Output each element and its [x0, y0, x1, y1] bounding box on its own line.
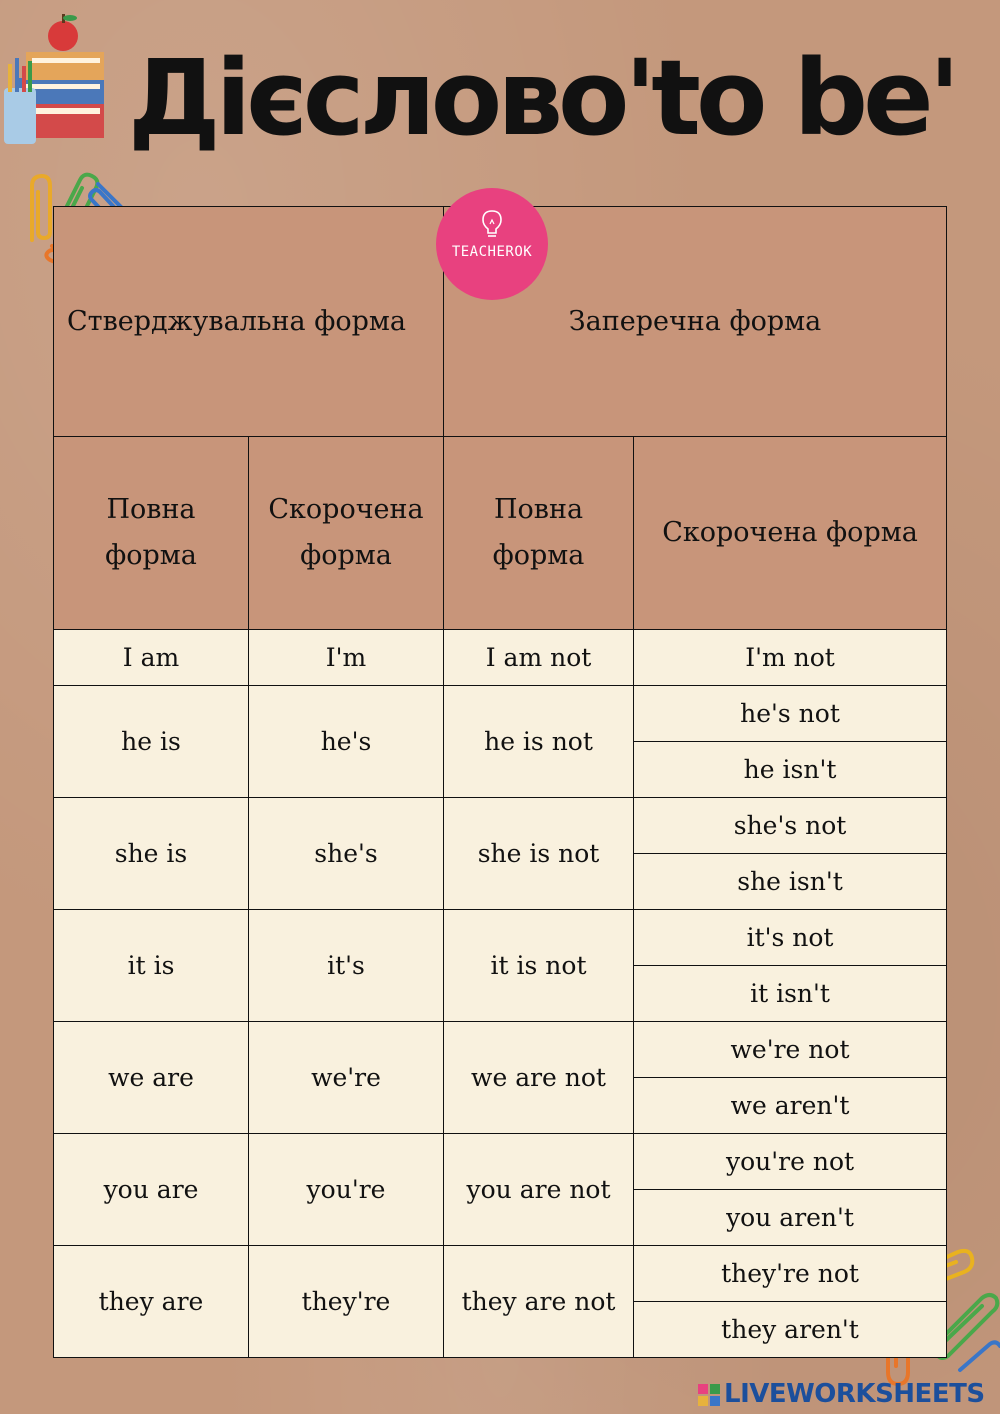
neg-short-form-cell: it isn't: [634, 966, 947, 1022]
neg-full-form-cell: I am not: [444, 630, 634, 686]
short-form-cell: she's: [249, 798, 444, 910]
neg-full-form-cell: it is not: [444, 910, 634, 1022]
short-form-cell: it's: [249, 910, 444, 1022]
books-illustration: [0, 6, 110, 146]
short-form-cell: they're: [249, 1246, 444, 1358]
negative-header: Заперечна форма: [444, 207, 947, 437]
full-form-cell: he is: [54, 686, 249, 798]
short-form-cell: you're: [249, 1134, 444, 1246]
table-row: [54, 1022, 947, 1078]
neg-short-form-cell: we're not: [634, 1022, 947, 1078]
subheader-row: [54, 437, 947, 630]
neg-short-form-cell: you aren't: [634, 1190, 947, 1246]
teacherok-logo: [436, 188, 548, 300]
neg-short-form-cell: he's not: [634, 686, 947, 742]
full-form-cell: you are: [54, 1134, 249, 1246]
table-row: [54, 910, 947, 966]
neg-short-form-cell: they're not: [634, 1246, 947, 1302]
neg-short-form-cell: she's not: [634, 798, 947, 854]
neg-short-form-cell: it's not: [634, 910, 947, 966]
subheader-full-form: Повна форма: [54, 437, 249, 630]
subheader-neg-full-form: Повна форма: [444, 437, 634, 630]
lightbulb-icon: [479, 208, 505, 240]
logo-text: TEACHEROK: [451, 244, 533, 260]
full-form-cell: it is: [54, 910, 249, 1022]
neg-short-form-cell: I'm not: [634, 630, 947, 686]
neg-short-form-cell: we aren't: [634, 1078, 947, 1134]
neg-short-form-cell: she isn't: [634, 854, 947, 910]
table-row: [54, 798, 947, 854]
table-row: [54, 1246, 947, 1302]
table-row: [54, 686, 947, 742]
liveworksheets-watermark: [698, 1378, 994, 1410]
watermark-text: LIVEWORKSHEETS: [724, 1379, 985, 1409]
neg-short-form-cell: he isn't: [634, 742, 947, 798]
neg-short-form-cell: they aren't: [634, 1302, 947, 1358]
subheader-short-form: Скорочена форма: [249, 437, 444, 630]
page-title: Дієслово'to be': [128, 37, 956, 159]
neg-full-form-cell: we are not: [444, 1022, 634, 1134]
full-form-cell: they are: [54, 1246, 249, 1358]
subheader-neg-short-form: Скорочена форма: [634, 437, 947, 630]
liveworksheets-logo-icon: [698, 1384, 720, 1406]
neg-full-form-cell: you are not: [444, 1134, 634, 1246]
neg-short-form-cell: you're not: [634, 1134, 947, 1190]
full-form-cell: we are: [54, 1022, 249, 1134]
full-form-cell: I am: [54, 630, 249, 686]
short-form-cell: he's: [249, 686, 444, 798]
table-row: [54, 630, 947, 686]
to-be-conjugation-table: [53, 206, 947, 1358]
full-form-cell: she is: [54, 798, 249, 910]
short-form-cell: I'm: [249, 630, 444, 686]
table-row: [54, 1134, 947, 1190]
short-form-cell: we're: [249, 1022, 444, 1134]
affirmative-header: Стверджувальна форма: [54, 207, 444, 437]
neg-full-form-cell: she is not: [444, 798, 634, 910]
neg-full-form-cell: he is not: [444, 686, 634, 798]
neg-full-form-cell: they are not: [444, 1246, 634, 1358]
